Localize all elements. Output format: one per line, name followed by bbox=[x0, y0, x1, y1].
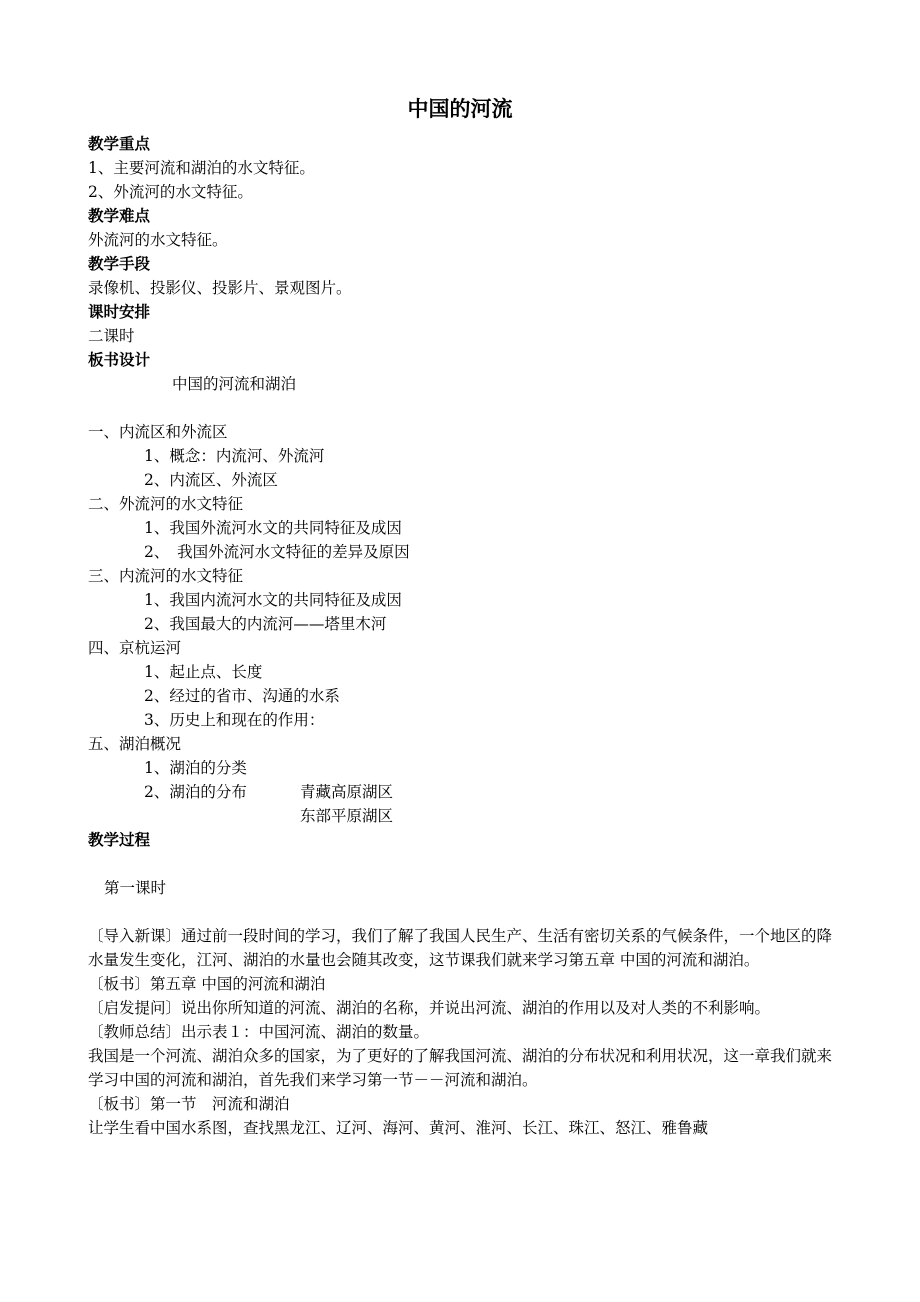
spacer bbox=[88, 900, 832, 924]
board-item-1-1: 1、概念：内流河、外流河 bbox=[144, 447, 325, 465]
teaching-means-text: 录像机、投影仪、投影片、景观图片。 bbox=[88, 279, 352, 297]
lake-region-eastern-plain: 东部平原湖区 bbox=[300, 807, 394, 825]
board-part-2: 二、外流河的水文特征 bbox=[88, 495, 244, 513]
heading-teaching-means: 教学手段 bbox=[88, 255, 151, 273]
heading-key-points: 教学重点 bbox=[88, 135, 151, 153]
lesson-one-label: 第一课时 bbox=[104, 879, 167, 897]
lake-distribution-label: 2、湖泊的分布 bbox=[144, 783, 247, 801]
paragraph-intro: 〔导入新课〕通过前一段时间的学习，我们了解了我国人民生产、生活有密切关系的气候条件，一个地区的降水量发生变化，江河、湖泊的水量也会随其改变，这节课我们就来学习第五章 中国的河流和湖泊。 bbox=[88, 927, 833, 969]
board-item-2-2: 2、 我国外流河水文特征的差异及原因 bbox=[144, 543, 410, 561]
board-item-5-2 bbox=[88, 780, 832, 804]
board-item-2-1: 1、我国外流河水文的共同特征及成因 bbox=[144, 519, 402, 537]
key-point-2: 2、外流河的水文特征。 bbox=[88, 183, 253, 201]
spacer bbox=[88, 396, 832, 420]
board-part-3: 三、内流河的水文特征 bbox=[88, 567, 244, 585]
document-page bbox=[88, 96, 832, 1140]
key-point-1: 1、主要河流和湖泊的水文特征。 bbox=[88, 159, 315, 177]
board-item-5-1: 1、湖泊的分类 bbox=[144, 759, 247, 777]
spacer bbox=[88, 852, 832, 876]
schedule-text: 二课时 bbox=[88, 327, 135, 345]
difficulty-text: 外流河的水文特征。 bbox=[88, 231, 228, 249]
paragraph-summary: 〔教师总结〕出示表１：中国河流、湖泊的数量。 bbox=[88, 1023, 430, 1041]
board-item-4-2: 2、经过的省市、沟通的水系 bbox=[144, 687, 340, 705]
board-item-4-1: 1、起止点、长度 bbox=[144, 663, 263, 681]
board-part-4: 四、京杭运河 bbox=[88, 639, 182, 657]
heading-board-design: 板书设计 bbox=[88, 351, 151, 369]
paragraph-board-section: 〔板书〕第一节 河流和湖泊 bbox=[88, 1095, 290, 1113]
board-part-1: 一、内流区和外流区 bbox=[88, 423, 228, 441]
lake-region-qinghai-tibet: 青藏高原湖区 bbox=[300, 783, 394, 801]
board-item-4-3: 3、历史上和现在的作用： bbox=[144, 711, 325, 729]
paragraph-board-chapter: 〔板书〕第五章 中国的河流和湖泊 bbox=[88, 975, 326, 993]
heading-teaching-process: 教学过程 bbox=[88, 831, 151, 849]
board-title: 中国的河流和湖泊 bbox=[172, 375, 297, 393]
doc-title: 中国的河流 bbox=[407, 97, 513, 121]
board-item-3-1: 1、我国内流河水文的共同特征及成因 bbox=[144, 591, 402, 609]
paragraph-question: 〔启发提问〕说出你所知道的河流、湖泊的名称，并说出河流、湖泊的作用以及对人类的不利影响。 bbox=[88, 999, 771, 1017]
board-item-1-2: 2、内流区、外流区 bbox=[144, 471, 278, 489]
heading-difficulty: 教学难点 bbox=[88, 207, 151, 225]
paragraph-overview: 我国是一个河流、湖泊众多的国家，为了更好的了解我国河流、湖泊的分布状况和利用状况，这一章我们就来学习中国的河流和湖泊，首先我们来学习第一节－－河流和湖泊。 bbox=[88, 1047, 833, 1089]
heading-schedule: 课时安排 bbox=[88, 303, 151, 321]
board-item-3-2: 2、我国最大的内流河——塔里木河 bbox=[144, 615, 387, 633]
paragraph-activity: 让学生看中国水系图，查找黑龙江、辽河、海河、黄河、淮河、长江、珠江、怒江、雅鲁藏 bbox=[88, 1119, 709, 1137]
board-part-5: 五、湖泊概况 bbox=[88, 735, 182, 753]
